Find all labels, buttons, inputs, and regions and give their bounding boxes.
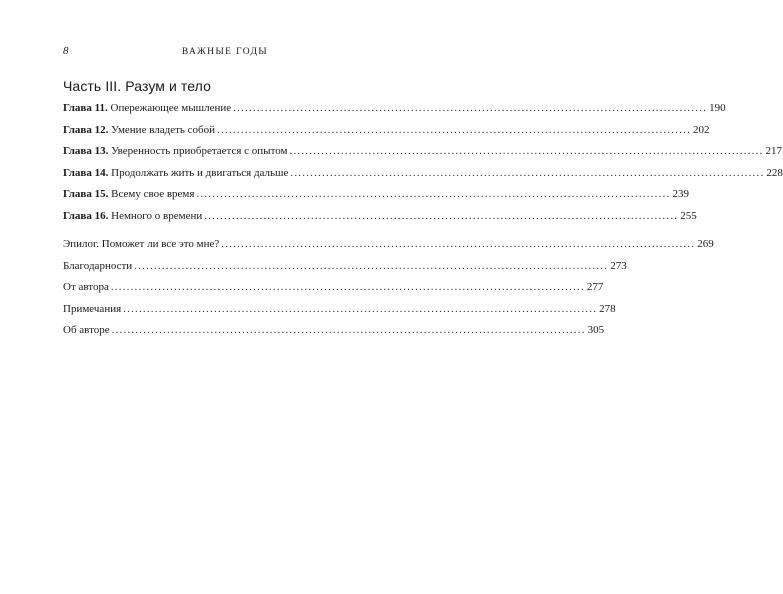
toc-page-number: 305: [587, 324, 605, 336]
toc-entry-chapter-12[interactable]: [63, 123, 710, 145]
back-matter-list: [63, 237, 714, 345]
toc-entry-about-author[interactable]: [63, 323, 605, 345]
chapter-prefix: Глава 13.: [63, 145, 109, 157]
chapter-prefix: Глава 14.: [63, 166, 109, 179]
toc-entry-chapter-14[interactable]: [63, 166, 783, 188]
chapter-title: Продолжать жить и двигаться дальше: [111, 166, 289, 179]
chapter-page-number: 202: [693, 123, 710, 136]
part-title: Часть III. Разум и тело: [63, 78, 211, 94]
chapter-title: Уверенность приобретается с опытом: [111, 145, 288, 157]
toc-entry-label: [63, 187, 194, 201]
page-number: 8: [63, 45, 69, 57]
chapter-page-number: 228: [766, 166, 783, 179]
dot-leader: ........................................................................................................................: [196, 188, 671, 200]
chapter-page-number: 239: [672, 188, 689, 200]
toc-page-number: 277: [586, 281, 604, 293]
dot-leader: ........................................................................................................................: [233, 102, 708, 114]
toc-entry-from-author[interactable]: [63, 280, 604, 302]
chapter-title: Всему свое время: [111, 188, 195, 200]
toc-entry-chapter-16[interactable]: [63, 209, 697, 231]
toc-entry-title: Эпилог. Поможет ли все это мне?: [63, 238, 220, 250]
chapter-page-number: 217: [765, 145, 782, 157]
dot-leader: ........................................................................................................................: [134, 259, 609, 272]
chapter-page-number: 190: [709, 102, 726, 114]
toc-entry-label: [63, 123, 215, 137]
chapter-prefix: Глава 15.: [63, 188, 109, 200]
toc-page-number: 269: [697, 238, 714, 250]
dot-leader: ........................................................................................................................: [217, 123, 692, 136]
toc-entry-chapter-15[interactable]: [63, 187, 689, 209]
chapter-title: Умение владеть собой: [111, 123, 216, 136]
toc-entry-chapter-13[interactable]: [63, 144, 782, 166]
running-title: ВАЖНЫЕ ГОДЫ: [181, 47, 269, 57]
toc-entry-label: [63, 166, 288, 180]
toc-entry-label: [63, 101, 231, 115]
toc-entry-chapter-11[interactable]: [63, 101, 726, 123]
toc-entry-acknowledgements[interactable]: [63, 259, 627, 281]
toc-entry-label: [63, 144, 288, 158]
toc-entry-notes[interactable]: [63, 302, 616, 324]
chapter-list: [63, 101, 783, 230]
toc-page-number: 273: [610, 259, 627, 272]
dot-leader: ........................................................................................................................: [123, 302, 598, 315]
dot-leader: ........................................................................................................................: [289, 145, 764, 157]
dot-leader: ........................................................................................................................: [290, 166, 765, 179]
dot-leader: ........................................................................................................................: [221, 238, 696, 250]
dot-leader: ........................................................................................................................: [204, 209, 679, 222]
toc-entry-label: [63, 209, 202, 223]
toc-entry-title: Об авторе: [63, 324, 110, 336]
toc-entry-epilogue[interactable]: [63, 237, 714, 259]
toc-entry-title: От автора: [63, 281, 109, 293]
toc-entry-title: Благодарности: [63, 259, 133, 272]
chapter-title: Опережающее мышление: [110, 102, 232, 114]
dot-leader: ........................................................................................................................: [111, 324, 586, 336]
chapter-prefix: Глава 16.: [63, 209, 109, 222]
dot-leader: ........................................................................................................................: [110, 281, 585, 293]
toc-page-number: 278: [599, 302, 616, 315]
chapter-prefix: Глава 11.: [63, 102, 108, 114]
chapter-prefix: Глава 12.: [63, 123, 109, 136]
chapter-title: Немного о времени: [111, 209, 203, 222]
toc-entry-title: Примечания: [63, 302, 122, 315]
chapter-page-number: 255: [680, 209, 697, 222]
